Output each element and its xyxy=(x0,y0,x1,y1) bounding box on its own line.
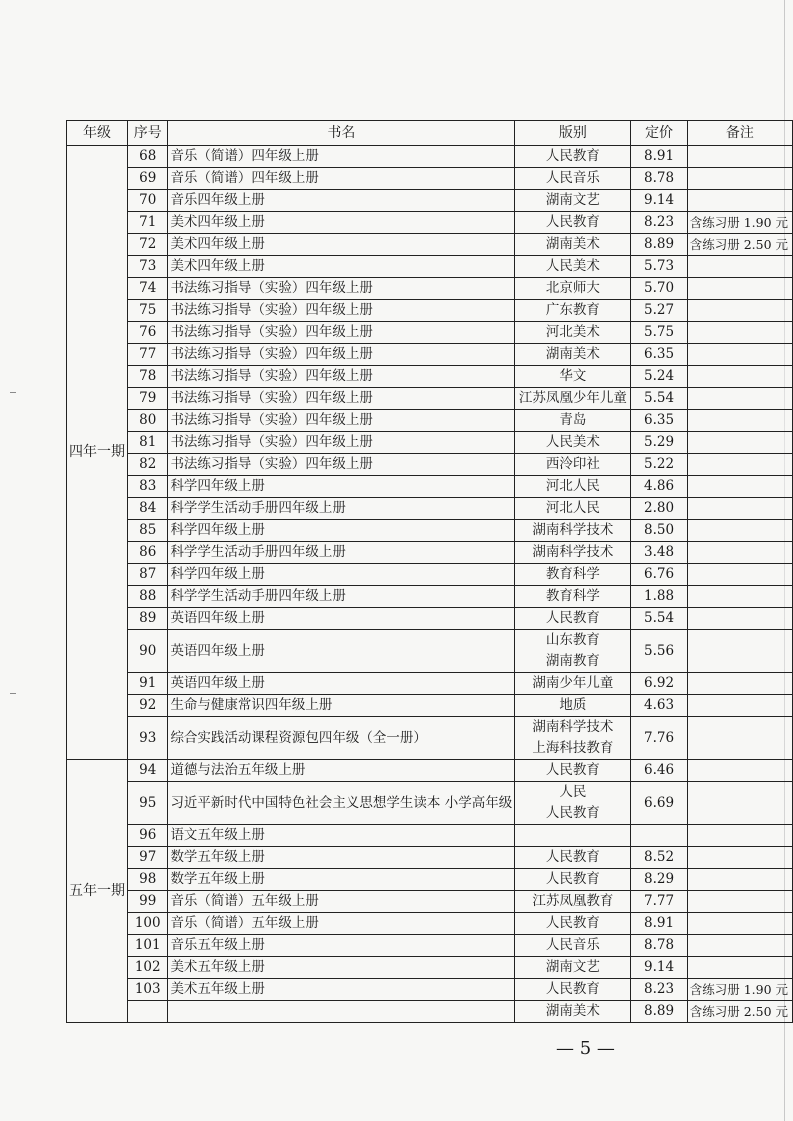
note-cell: 含练习册 2.50 元 xyxy=(687,1001,792,1023)
publisher-cell: 人民教育 xyxy=(515,608,631,630)
table-row xyxy=(67,476,793,498)
price-cell: 8.23 xyxy=(631,979,687,1001)
table-row xyxy=(67,190,793,212)
table-row xyxy=(67,322,793,344)
seq-cell: 69 xyxy=(128,168,168,190)
note-cell xyxy=(687,630,792,673)
note-cell xyxy=(687,190,792,212)
seq-cell: 78 xyxy=(128,366,168,388)
note-cell xyxy=(687,432,792,454)
title-cell: 书法练习指导（实验）四年级上册 xyxy=(168,410,515,432)
price-cell: 8.89 xyxy=(631,234,687,256)
title-cell: 音乐（简谱）四年级上册 xyxy=(168,168,515,190)
title-cell: 数学五年级上册 xyxy=(168,869,515,891)
price-cell: 7.76 xyxy=(631,717,687,760)
grade-group-cell: 五年一期 xyxy=(67,760,128,1023)
seq-cell: 103 xyxy=(128,979,168,1001)
price-cell: 6.46 xyxy=(631,760,687,782)
note-cell xyxy=(687,869,792,891)
table-row xyxy=(67,957,793,979)
title-cell: 书法练习指导（实验）四年级上册 xyxy=(168,366,515,388)
title-cell: 科学学生活动手册四年级上册 xyxy=(168,542,515,564)
title-cell: 音乐（简谱）五年级上册 xyxy=(168,891,515,913)
title-cell: 美术五年级上册 xyxy=(168,979,515,1001)
price-cell: 8.52 xyxy=(631,847,687,869)
seq-cell: 101 xyxy=(128,935,168,957)
publisher-cell: 湖南文艺 xyxy=(515,957,631,979)
table-row xyxy=(67,891,793,913)
title-cell: 英语四年级上册 xyxy=(168,608,515,630)
publisher-line-2: 湖南教育 xyxy=(545,653,600,669)
note-cell xyxy=(687,388,792,410)
header-grade: 年级 xyxy=(67,121,128,146)
price-cell: 2.80 xyxy=(631,498,687,520)
table-row xyxy=(67,717,793,760)
table-row xyxy=(67,1001,793,1023)
price-cell: 8.23 xyxy=(631,212,687,234)
note-cell xyxy=(687,913,792,935)
seq-cell: 71 xyxy=(128,212,168,234)
seq-cell: 97 xyxy=(128,847,168,869)
publisher-cell: 西泠印社 xyxy=(515,454,631,476)
price-cell: 4.86 xyxy=(631,476,687,498)
header-note: 备注 xyxy=(687,121,792,146)
price-cell: 5.54 xyxy=(631,608,687,630)
price-cell: 8.91 xyxy=(631,146,687,168)
title-cell: 书法练习指导（实验）四年级上册 xyxy=(168,454,515,476)
title-cell: 科学四年级上册 xyxy=(168,520,515,542)
price-cell: 7.77 xyxy=(631,891,687,913)
price-cell: 4.63 xyxy=(631,695,687,717)
publisher-cell: 湖南科学技术 xyxy=(515,542,631,564)
seq-cell: 98 xyxy=(128,869,168,891)
publisher-line-1: 山东教育 xyxy=(545,632,600,648)
table-row xyxy=(67,300,793,322)
seq-cell: 95 xyxy=(128,782,168,825)
header-seq: 序号 xyxy=(128,121,168,146)
note-cell xyxy=(687,300,792,322)
seq-cell: 73 xyxy=(128,256,168,278)
note-cell xyxy=(687,695,792,717)
publisher-cell: 人民教育 xyxy=(515,913,631,935)
publisher-cell: 人民教育 xyxy=(515,847,631,869)
publisher-line-2: 上海科技教育 xyxy=(532,740,614,756)
table-row xyxy=(67,673,793,695)
title-cell: 音乐（简谱）五年级上册 xyxy=(168,913,515,935)
note-cell xyxy=(687,935,792,957)
publisher-cell: 人民教育 xyxy=(515,212,631,234)
note-cell xyxy=(687,608,792,630)
publisher-cell: 青岛 xyxy=(515,410,631,432)
price-cell: 8.78 xyxy=(631,168,687,190)
seq-cell: 82 xyxy=(128,454,168,476)
note-cell xyxy=(687,673,792,695)
publisher-cell xyxy=(515,630,631,673)
table-row xyxy=(67,542,793,564)
price-cell: 6.92 xyxy=(631,673,687,695)
seq-cell: 81 xyxy=(128,432,168,454)
seq-cell: 75 xyxy=(128,300,168,322)
publisher-cell: 人民教育 xyxy=(515,979,631,1001)
price-cell: 5.75 xyxy=(631,322,687,344)
publisher-cell: 华文 xyxy=(515,366,631,388)
seq-cell: 88 xyxy=(128,586,168,608)
table-row xyxy=(67,913,793,935)
table-row xyxy=(67,608,793,630)
table-row xyxy=(67,146,793,168)
seq-cell: 70 xyxy=(128,190,168,212)
title-cell: 美术五年级上册 xyxy=(168,957,515,979)
seq-cell: 89 xyxy=(128,608,168,630)
note-cell: 含练习册 2.50 元 xyxy=(687,234,792,256)
publisher-cell: 河北人民 xyxy=(515,498,631,520)
header-price: 定价 xyxy=(631,121,687,146)
seq-cell: 74 xyxy=(128,278,168,300)
note-cell xyxy=(687,847,792,869)
title-cell: 美术四年级上册 xyxy=(168,212,515,234)
seq-cell: 68 xyxy=(128,146,168,168)
publisher-cell: 广东教育 xyxy=(515,300,631,322)
seq-cell: 102 xyxy=(128,957,168,979)
price-cell: 5.73 xyxy=(631,256,687,278)
publisher-cell: 湖南美术 xyxy=(515,344,631,366)
publisher-cell: 人民教育 xyxy=(515,760,631,782)
note-cell xyxy=(687,366,792,388)
title-cell: 科学学生活动手册四年级上册 xyxy=(168,498,515,520)
title-cell: 音乐四年级上册 xyxy=(168,190,515,212)
table-row xyxy=(67,212,793,234)
price-cell: 5.29 xyxy=(631,432,687,454)
title-cell: 美术四年级上册 xyxy=(168,256,515,278)
note-cell xyxy=(687,256,792,278)
seq-cell: 80 xyxy=(128,410,168,432)
table-row xyxy=(67,630,793,673)
price-cell: 6.35 xyxy=(631,410,687,432)
note-cell xyxy=(687,168,792,190)
price-cell: 1.88 xyxy=(631,586,687,608)
note-cell xyxy=(687,564,792,586)
note-cell xyxy=(687,454,792,476)
publisher-cell: 地质 xyxy=(515,695,631,717)
page-number: — 5 — xyxy=(556,1038,615,1059)
title-cell: 书法练习指导（实验）四年级上册 xyxy=(168,344,515,366)
header-row xyxy=(67,121,793,146)
table-row xyxy=(67,760,793,782)
publisher-cell: 人民音乐 xyxy=(515,168,631,190)
title-cell: 数学五年级上册 xyxy=(168,847,515,869)
title-cell: 语文五年级上册 xyxy=(168,825,515,847)
table-row xyxy=(67,498,793,520)
title-cell: 书法练习指导（实验）四年级上册 xyxy=(168,388,515,410)
publisher-cell: 湖南科学技术 xyxy=(515,520,631,542)
note-cell xyxy=(687,542,792,564)
title-cell: 音乐五年级上册 xyxy=(168,935,515,957)
note-cell xyxy=(687,278,792,300)
publisher-cell: 河北人民 xyxy=(515,476,631,498)
note-cell xyxy=(687,825,792,847)
note-cell xyxy=(687,410,792,432)
title-cell: 科学四年级上册 xyxy=(168,476,515,498)
table-row xyxy=(67,782,793,825)
scan-edge-mark xyxy=(10,392,16,393)
scan-edge-mark xyxy=(10,693,16,694)
title-cell: 生命与健康常识四年级上册 xyxy=(168,695,515,717)
publisher-cell xyxy=(515,782,631,825)
note-cell xyxy=(687,717,792,760)
publisher-cell: 人民美术 xyxy=(515,432,631,454)
title-cell: 道德与法治五年级上册 xyxy=(168,760,515,782)
title-cell xyxy=(168,1001,515,1023)
table-row xyxy=(67,256,793,278)
price-cell: 6.76 xyxy=(631,564,687,586)
title-cell: 书法练习指导（实验）四年级上册 xyxy=(168,278,515,300)
title-cell: 习近平新时代中国特色社会主义思想学生读本 小学高年级 xyxy=(168,782,515,825)
publisher-cell: 河北美术 xyxy=(515,322,631,344)
price-cell: 9.14 xyxy=(631,190,687,212)
price-cell: 6.35 xyxy=(631,344,687,366)
publisher-cell: 江苏凤凰教育 xyxy=(515,891,631,913)
seq-cell: 77 xyxy=(128,344,168,366)
price-cell: 5.70 xyxy=(631,278,687,300)
seq-cell: 94 xyxy=(128,760,168,782)
table-row xyxy=(67,520,793,542)
publisher-cell xyxy=(515,825,631,847)
title-cell: 美术四年级上册 xyxy=(168,234,515,256)
seq-cell xyxy=(128,1001,168,1023)
table-row xyxy=(67,366,793,388)
price-cell xyxy=(631,825,687,847)
price-cell: 8.29 xyxy=(631,869,687,891)
seq-cell: 93 xyxy=(128,717,168,760)
title-cell: 书法练习指导（实验）四年级上册 xyxy=(168,432,515,454)
note-cell xyxy=(687,782,792,825)
publisher-cell: 人民教育 xyxy=(515,869,631,891)
header-title: 书名 xyxy=(168,121,515,146)
publisher-cell: 人民教育 xyxy=(515,146,631,168)
note-cell xyxy=(687,586,792,608)
seq-cell: 90 xyxy=(128,630,168,673)
seq-cell: 91 xyxy=(128,673,168,695)
note-cell xyxy=(687,146,792,168)
header-publisher: 版别 xyxy=(515,121,631,146)
seq-cell: 83 xyxy=(128,476,168,498)
note-cell xyxy=(687,476,792,498)
title-cell: 英语四年级上册 xyxy=(168,630,515,673)
table-row xyxy=(67,586,793,608)
seq-cell: 79 xyxy=(128,388,168,410)
publisher-line-1: 湖南科学技术 xyxy=(532,719,614,735)
seq-cell: 85 xyxy=(128,520,168,542)
publisher-cell: 人民美术 xyxy=(515,256,631,278)
table-row xyxy=(67,825,793,847)
title-cell: 综合实践活动课程资源包四年级（全一册） xyxy=(168,717,515,760)
seq-cell: 84 xyxy=(128,498,168,520)
price-cell: 5.54 xyxy=(631,388,687,410)
price-cell: 8.89 xyxy=(631,1001,687,1023)
publisher-cell: 教育科学 xyxy=(515,586,631,608)
table-row xyxy=(67,344,793,366)
publisher-line-1: 人民 xyxy=(559,784,587,800)
textbook-price-table xyxy=(66,120,793,1023)
grade-group-cell: 四年一期 xyxy=(67,146,128,760)
publisher-cell: 湖南美术 xyxy=(515,234,631,256)
table-row xyxy=(67,564,793,586)
price-cell: 5.22 xyxy=(631,454,687,476)
title-cell: 书法练习指导（实验）四年级上册 xyxy=(168,300,515,322)
publisher-cell: 人民音乐 xyxy=(515,935,631,957)
seq-cell: 100 xyxy=(128,913,168,935)
publisher-cell: 江苏凤凰少年儿童 xyxy=(515,388,631,410)
price-cell: 5.24 xyxy=(631,366,687,388)
table-row xyxy=(67,847,793,869)
seq-cell: 87 xyxy=(128,564,168,586)
publisher-line-2: 人民教育 xyxy=(545,805,600,821)
price-cell: 5.56 xyxy=(631,630,687,673)
seq-cell: 72 xyxy=(128,234,168,256)
note-cell: 含练习册 1.90 元 xyxy=(687,979,792,1001)
publisher-cell: 教育科学 xyxy=(515,564,631,586)
note-cell xyxy=(687,498,792,520)
table-row xyxy=(67,432,793,454)
price-cell: 5.27 xyxy=(631,300,687,322)
note-cell xyxy=(687,891,792,913)
title-cell: 英语四年级上册 xyxy=(168,673,515,695)
table-row xyxy=(67,695,793,717)
title-cell: 科学四年级上册 xyxy=(168,564,515,586)
seq-cell: 96 xyxy=(128,825,168,847)
table-row xyxy=(67,869,793,891)
table-row xyxy=(67,935,793,957)
price-cell: 6.69 xyxy=(631,782,687,825)
seq-cell: 92 xyxy=(128,695,168,717)
note-cell: 含练习册 1.90 元 xyxy=(687,212,792,234)
note-cell xyxy=(687,760,792,782)
seq-cell: 99 xyxy=(128,891,168,913)
table-row xyxy=(67,168,793,190)
table-row xyxy=(67,979,793,1001)
table-row xyxy=(67,278,793,300)
seq-cell: 76 xyxy=(128,322,168,344)
price-cell: 9.14 xyxy=(631,957,687,979)
table-row xyxy=(67,454,793,476)
publisher-cell: 湖南文艺 xyxy=(515,190,631,212)
price-cell: 8.91 xyxy=(631,913,687,935)
publisher-cell xyxy=(515,717,631,760)
title-cell: 音乐（简谱）四年级上册 xyxy=(168,146,515,168)
table-row xyxy=(67,410,793,432)
note-cell xyxy=(687,957,792,979)
title-cell: 科学学生活动手册四年级上册 xyxy=(168,586,515,608)
publisher-cell: 湖南少年儿童 xyxy=(515,673,631,695)
price-cell: 8.78 xyxy=(631,935,687,957)
note-cell xyxy=(687,520,792,542)
note-cell xyxy=(687,344,792,366)
table-body xyxy=(67,146,793,1023)
price-cell: 3.48 xyxy=(631,542,687,564)
title-cell: 书法练习指导（实验）四年级上册 xyxy=(168,322,515,344)
price-cell: 8.50 xyxy=(631,520,687,542)
publisher-cell: 湖南美术 xyxy=(515,1001,631,1023)
publisher-cell: 北京师大 xyxy=(515,278,631,300)
seq-cell: 86 xyxy=(128,542,168,564)
note-cell xyxy=(687,322,792,344)
table-row xyxy=(67,388,793,410)
table-row xyxy=(67,234,793,256)
